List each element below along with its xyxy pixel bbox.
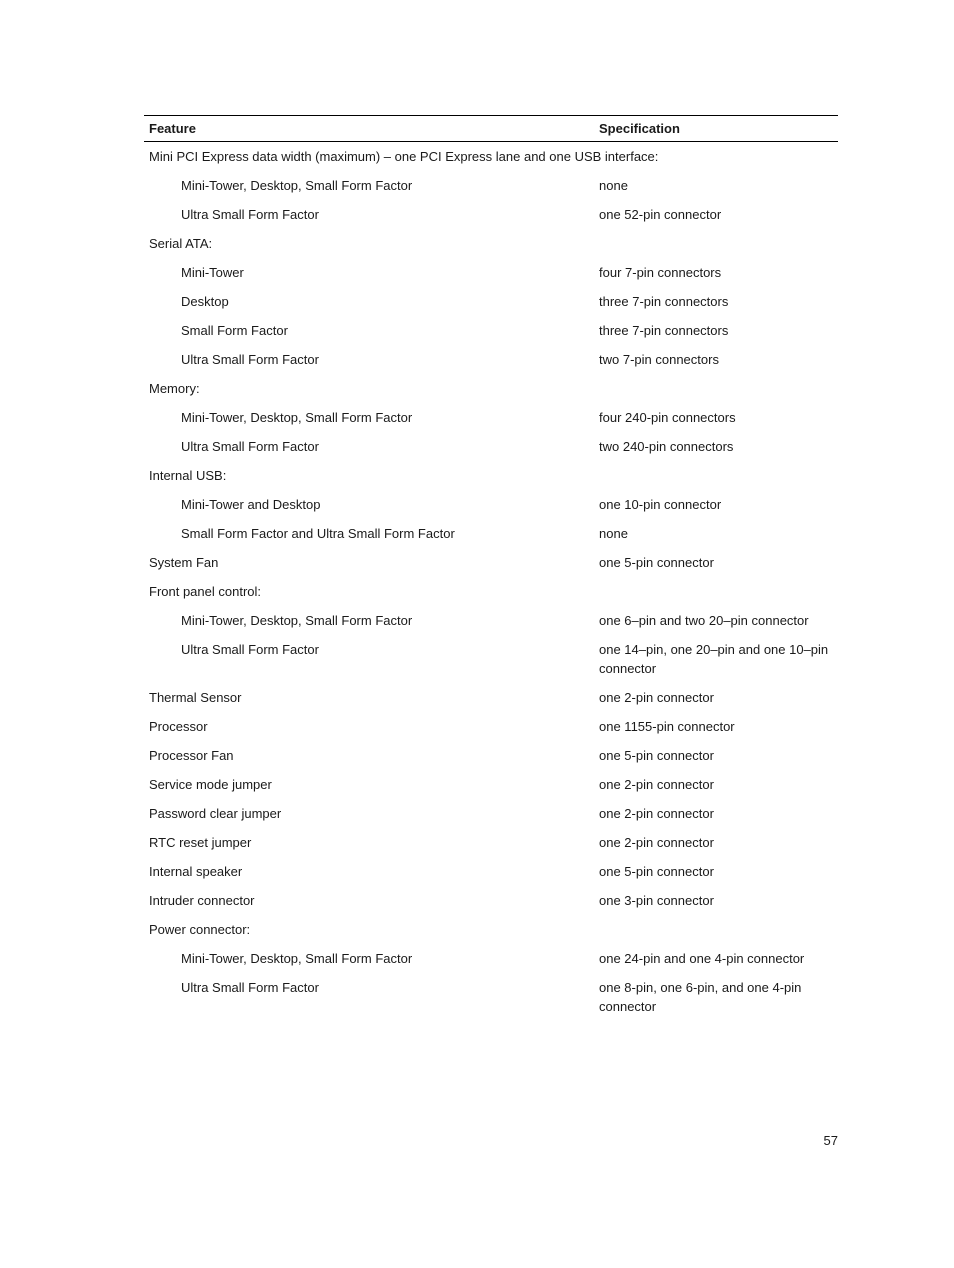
- table-row: [144, 712, 838, 741]
- row-feature: Processor: [149, 719, 208, 734]
- row-specification: one 10-pin connector: [599, 497, 722, 512]
- table-row: [144, 741, 838, 770]
- row-feature: Processor Fan: [149, 748, 234, 763]
- table-row: [144, 229, 838, 258]
- row-feature: Service mode jumper: [149, 777, 272, 792]
- row-feature: Ultra Small Form Factor: [181, 642, 319, 657]
- row-feature: Power connector:: [149, 922, 251, 937]
- row-feature: Mini-Tower, Desktop, Small Form Factor: [181, 178, 413, 193]
- table-row: [144, 799, 838, 828]
- table-row: [144, 635, 838, 683]
- row-feature: Mini-Tower and Desktop: [181, 497, 321, 512]
- row-specification: two 240-pin connectors: [599, 439, 734, 454]
- table-row: [144, 461, 838, 490]
- row-specification: one 2-pin connector: [599, 835, 714, 850]
- row-feature: Ultra Small Form Factor: [181, 439, 319, 454]
- table-body: [144, 142, 838, 1021]
- row-feature: Front panel control:: [149, 584, 262, 599]
- row-feature: Password clear jumper: [149, 806, 282, 821]
- table-row: [144, 374, 838, 403]
- table-row: [144, 258, 838, 287]
- row-feature: System Fan: [149, 555, 219, 570]
- table-row: [144, 519, 838, 548]
- row-specification: one 3-pin connector: [599, 893, 714, 908]
- row-specification: one 2-pin connector: [599, 690, 714, 705]
- table-row: [144, 577, 838, 606]
- row-feature: Mini PCI Express data width (maximum) – one PCI Express lane and one USB interface:: [149, 149, 659, 164]
- row-specification: three 7-pin connectors: [599, 323, 729, 338]
- row-specification: one 2-pin connector: [599, 777, 714, 792]
- row-feature: Serial ATA:: [149, 236, 213, 251]
- row-feature: Ultra Small Form Factor: [181, 352, 319, 367]
- row-specification: none: [599, 178, 628, 193]
- table-row: [144, 142, 838, 171]
- table-row: [144, 490, 838, 519]
- row-feature: Ultra Small Form Factor: [181, 980, 319, 995]
- header-specification: Specification: [599, 121, 680, 136]
- table-row: [144, 857, 838, 886]
- table-row: [144, 548, 838, 577]
- table-row: [144, 886, 838, 915]
- table-row: [144, 287, 838, 316]
- row-feature: Desktop: [181, 294, 229, 309]
- row-feature: RTC reset jumper: [149, 835, 252, 850]
- header-feature: Feature: [149, 121, 196, 136]
- table-row: [144, 171, 838, 200]
- row-feature: Internal USB:: [149, 468, 227, 483]
- table-row: [144, 944, 838, 973]
- row-specification: three 7-pin connectors: [599, 294, 729, 309]
- row-specification: four 7-pin connectors: [599, 265, 722, 280]
- page-number: 57: [823, 1133, 838, 1148]
- table-row: [144, 770, 838, 799]
- row-feature: Mini-Tower, Desktop, Small Form Factor: [181, 410, 413, 425]
- row-specification: one 24-pin and one 4-pin connector: [599, 951, 805, 966]
- row-feature: Ultra Small Form Factor: [181, 207, 319, 222]
- specification-table: [144, 115, 838, 1021]
- table-row: [144, 973, 838, 1021]
- table-row: [144, 316, 838, 345]
- row-feature: Memory:: [149, 381, 200, 396]
- row-specification: one 2-pin connector: [599, 806, 714, 821]
- row-feature: Mini-Tower, Desktop, Small Form Factor: [181, 951, 413, 966]
- row-specification: one 5-pin connector: [599, 555, 714, 570]
- table-row: [144, 345, 838, 374]
- table-row: [144, 915, 838, 944]
- row-feature: Small Form Factor: [181, 323, 288, 338]
- row-feature: Mini-Tower: [181, 265, 244, 280]
- table-row: [144, 606, 838, 635]
- row-specification: one 52-pin connector: [599, 207, 722, 222]
- row-feature: Internal speaker: [149, 864, 243, 879]
- table-row: [144, 683, 838, 712]
- row-specification: none: [599, 526, 628, 541]
- row-specification: one 6–pin and two 20–pin connector: [599, 613, 809, 628]
- row-feature: Intruder connector: [149, 893, 255, 908]
- row-feature: Small Form Factor and Ultra Small Form Factor: [181, 526, 455, 541]
- table-row: [144, 432, 838, 461]
- row-specification: one 1155-pin connector: [599, 719, 735, 734]
- row-specification: one 5-pin connector: [599, 748, 714, 763]
- row-specification: one 8-pin, one 6-pin, and one 4-pin connector: [599, 980, 802, 1014]
- table-header-row: [144, 116, 838, 142]
- row-feature: Thermal Sensor: [149, 690, 242, 705]
- row-specification: four 240-pin connectors: [599, 410, 736, 425]
- table-row: [144, 403, 838, 432]
- row-feature: Mini-Tower, Desktop, Small Form Factor: [181, 613, 413, 628]
- row-specification: one 5-pin connector: [599, 864, 714, 879]
- row-specification: one 14–pin, one 20–pin and one 10–pin connector: [599, 642, 829, 676]
- table-row: [144, 828, 838, 857]
- table-row: [144, 200, 838, 229]
- row-specification: two 7-pin connectors: [599, 352, 719, 367]
